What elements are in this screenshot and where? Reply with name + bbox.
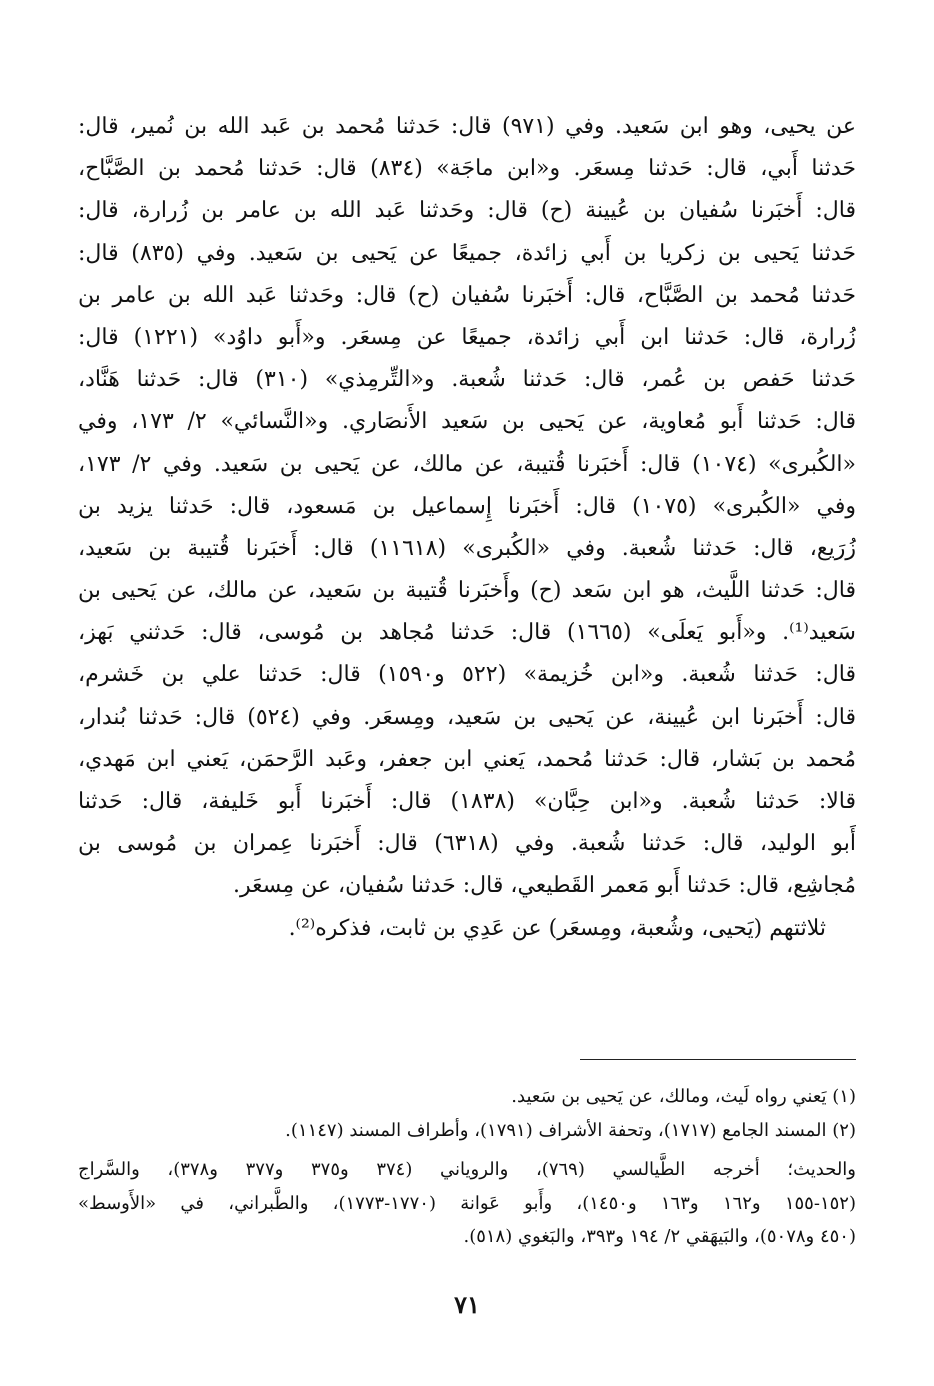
text-line: مُجاشِع، قال: حَدثنا أَبو مَعمر القَطيعي، قال: حَدثنا سُفيان، عن مِسعَر. xyxy=(232,873,856,899)
footnote-1: (١) يَعني رواه لَيث، ومالك، عن يَحيى بن سَعيد. xyxy=(511,1086,856,1107)
text-line: زُرارة، قال: حَدثنا ابن أَبي زائدة، جميعًا عن مِسعَر. و«أَبو داوُد» (١٢٢١) قال: xyxy=(78,324,856,350)
text-line: قال: أَخبَرنا ابن عُيينة، عن يَحيى بن سَعيد، ومِسعَر. وفي (٥٢٤) قال: حَدثنا بُندار، xyxy=(78,704,856,730)
text-line: قال: حَدثنا اللَّيث، هو ابن سَعد (ح) وأَخبَرنا قُتيبة بن سَعيد، عن مالك، عن يَحيى بن xyxy=(78,578,856,604)
text-line: أَبو الوليد، قال: حَدثنا شُعبة. وفي (٦٣١٨) قال: أَخبَرنا عِمران بن مُوسى بن xyxy=(78,831,856,857)
page-number: ٧١ xyxy=(454,1290,480,1319)
text-line: عن يحيى، وهو ابن سَعيد. وفي (٩٧١) قال: حَدثنا مُحمد بن عَبد الله بن نُمير، قال: xyxy=(78,114,856,139)
text-line: قالا: حَدثنا شُعبة. و«ابن حِبَّان» (١٨٣٨) قال: أَخبَرنا أَبو خَليفة، قال: حَدثنا xyxy=(78,789,856,814)
footnote-2-continuation: والحديث؛ أخرجه الطَّيالسي (٧٦٩)، والروياني (٣٧٤ و٣٧٥ و٣٧٧ و٣٧٨)، والسَّراج xyxy=(78,1159,856,1181)
footnote-2-continuation: (٤٥٠ و٥٠٧٨)، والبَيهَقي ٢/ ١٩٤ و٣٩٣، والبَغوي (٥١٨). xyxy=(463,1226,856,1248)
text-line: «الكُبرى» (١٠٧٤) قال: أَخبَرنا قُتيبة، عن مالك، عن يَحيى بن سَعيد. وفي ٢/ ١٧٣، xyxy=(78,451,856,477)
text-line: حَدثنا حَفص بن عُمر، قال: حَدثنا شُعبة. و«التِّرمِذي» (٣١٠) قال: حَدثنا هَنَّاد، xyxy=(78,367,856,393)
text-line: حَدثنا أَبي، قال: حَدثنا مِسعَر. و«ابن ماجَة» (٨٣٤) قال: حَدثنا مُحمد بن الصَّبَّاح، xyxy=(78,156,856,182)
text-line: حَدثنا يَحيى بن زكريا بن أَبي زائدة، جميعًا عن يَحيى بن سَعيد. وفي (٨٣٥) قال: xyxy=(78,240,856,266)
text-line: سَعيد⁽¹⁾. و«أَبو يَعلَى» (١٦٦٥) قال: حَدثنا مُجاهد بن مُوسى، قال: حَدثني بَهز، xyxy=(78,620,856,646)
footnote-divider xyxy=(580,1059,856,1060)
text-line: قال: حَدثنا أَبو مُعاوية، عن يَحيى بن سَعيد الأَنصَاري. و«النَّسائي» ٢/ ١٧٣، وفي xyxy=(78,409,856,435)
text-line: وفي «الكُبرى» (١٠٧٥) قال: أَخبَرنا إِسماعيل بن مَسعود، قال: حَدثنا يزيد بن xyxy=(78,493,856,519)
text-line: زُرَيع، قال: حَدثنا شُعبة. وفي «الكُبرى» (١١٦١٨) قال: أَخبَرنا قُتيبة بن سَعيد، xyxy=(78,535,856,561)
text-line: قال: أَخبَرنا سُفيان بن عُيينة (ح) قال: وحَدثنا عَبد الله بن عامر بن زُرارة، قال: xyxy=(78,198,856,224)
footnotes-block xyxy=(78,1080,856,1254)
footnote-2: (٢) المسند الجامع (١٧١٧)، وتحفة الأشراف (١٧٩١)، وأطراف المسند (١١٤٧). xyxy=(285,1119,856,1141)
footnote-2-continuation: (١٥٢-١٥٥ و١٦٢ و١٦٣ و١٤٥٠)، وأَبو عَوانة (١٧٧٠-١٧٧٣)، والطَّبراني، في «الأَوسط» xyxy=(78,1192,856,1214)
text-line: مُحمد بن بَشار، قال: حَدثنا مُحمد، يَعني ابن جعفر، وعَبد الرَّحمَن، يَعني ابن مَهدي، xyxy=(78,746,856,772)
closing-line: ثلاثتهم (يَحيى، وشُعبة، ومِسعَر) عن عَدِي بن ثابت، فذكره⁽²⁾. xyxy=(288,915,826,941)
text-line: قال: حَدثنا شُعبة. و«ابن خُزيمة» (٥٢٢ و١٥٩٠) قال: حَدثنا علي بن خَشرم، xyxy=(78,662,856,688)
main-text-block xyxy=(78,106,856,950)
text-line: حَدثنا مُحمد بن الصَّبَّاح، قال: أَخبَرنا سُفيان (ح) قال: وحَدثنا عَبد الله بن عامر بن xyxy=(78,282,856,308)
